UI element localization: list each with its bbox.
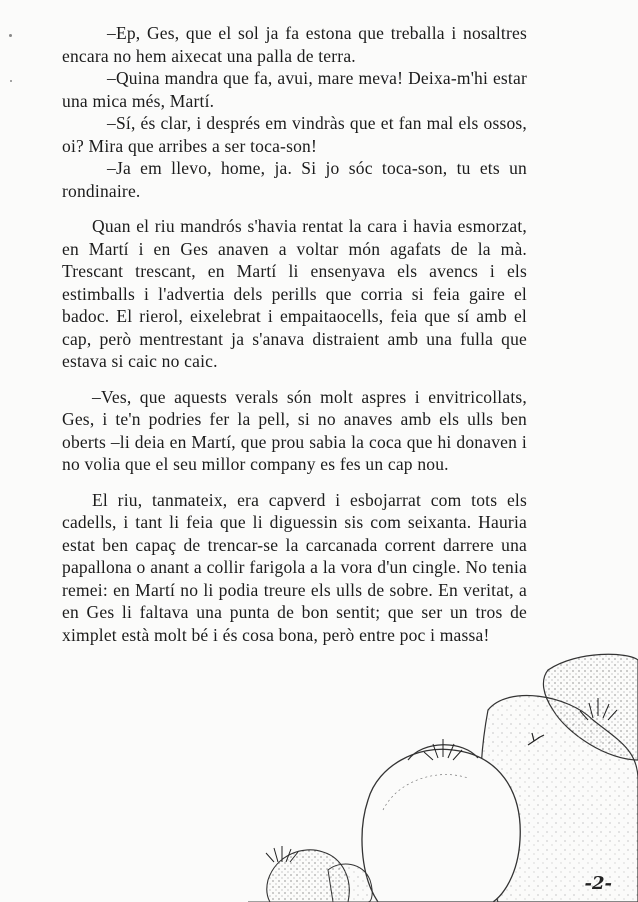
paragraph: –Ves, que aquests verals són molt aspres i envitricollats, Ges, i te'n podries fer la pell, si no anaves amb els ulls ben oberts –li deia en Martí, que prou sabia la coca que hi donaven i no volia que el seu millor company es fes un cap nou. <box>62 386 527 474</box>
paragraph: Quan el riu mandrós s'havia rentat la cara i havia esmorzat, en Martí i en Ges anaven a voltar món agafats de la mà. Trescant trescant, en Martí li ensenyava els avencs i els estimballs i l'advertia dels perills que corria si feia gaire el badoc. El rierol, eixelebrat i empaitaocells, feia que sí amb el cap, però mentrestant ja s'anava distraient amb una fulla que estava si caic no caic. <box>62 216 527 371</box>
scan-speck <box>10 80 12 82</box>
scan-speck <box>9 34 12 37</box>
dialogue-line: –Ja em llevo, home, ja. Si jo sóc toca-son, tu ets un rondinaire. <box>62 158 527 201</box>
dialogue-block <box>62 22 527 202</box>
paragraph: El riu, tanmateix, era capverd i esbojarrat com tots els cadells, i tant li feia que li diguessin sis com seixanta. Hauria estat ben capaç de trencar-se la carcanada corrent darrere una papallona o anant a collir farigola a la vora d'un cingle. No tenia remei: en Martí no li podia treure els ulls de sobre. En veritat, a en Ges li faltava una punta de bon sentit; que ser un tros de ximplet està molt bé i és cosa bona, però entre poc i massa! <box>62 489 527 645</box>
dialogue-line: –Quina mandra que fa, avui, mare meva! Deixa-m'hi estar una mica més, Martí. <box>62 68 527 111</box>
boulders-illustration <box>248 640 638 902</box>
dialogue-line: –Sí, és clar, i després em vindràs que et fan mal els ossos, oi? Mira que arribes a ser toca-son! <box>62 113 527 156</box>
dialogue-line: –Ep, Ges, que el sol ja fa estona que treballa i nosaltres encara no hem aixecat una palla de terra. <box>62 23 527 66</box>
page-body <box>62 22 527 659</box>
page-number: -2- <box>584 873 612 894</box>
